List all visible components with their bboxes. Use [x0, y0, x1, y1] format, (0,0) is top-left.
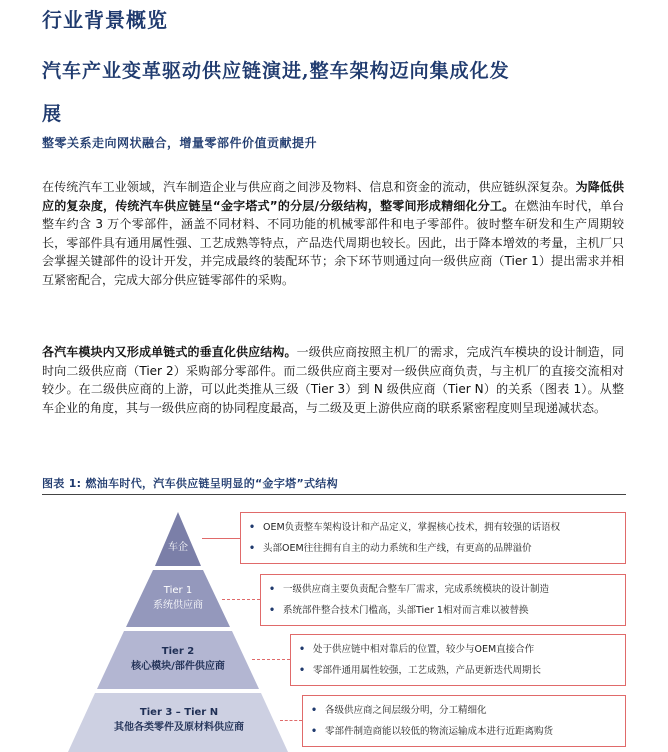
subheading: 整零关系走向网状融合，增量零部件价值贡献提升: [42, 136, 318, 150]
paragraph-2-emphasis: 各汽车模块内又形成单链式的垂直化供应结构。: [42, 345, 297, 359]
description-box-tier3n: [302, 695, 626, 747]
connector-tier3n: [280, 720, 302, 721]
paragraph-1-emphasis: 为降低供应的复杂度，传统汽车供应链呈“金字塔式”的分层/分级结构，整零间形成精细化分工。: [42, 180, 624, 213]
paragraph-2-text: 一级供应商按照主机厂的需求，完成汽车模块的设计制造，同时向二级供应商（Tier 2）采购部分零部件。而二级供应商主要对一级供应商负责，与主机厂的直接交流相对较少。在二级供应商的上游，可以此类推从三级（Tier 3）到 N 级供应商（Tier N）的关系（图表 1）。从整车企业的角度，其与一级供应商的协同程度最高，与二级及更上游供应商的联系紧密程度则呈现递减状态。: [42, 345, 624, 415]
paragraph-1-text-a: 在传统汽车工业领域，汽车制造企业与供应商之间涉及物料、信息和资金的流动，供应链纵深复杂。: [42, 180, 576, 194]
box-tier3n-item-2: • 零部件制造商能以较低的物流运输成本进行近距离购货: [311, 726, 554, 737]
connector-tier1: [222, 599, 260, 600]
box-tier2-item-1: • 处于供应链中相对靠后的位置，较少与OEM直接合作: [299, 644, 535, 655]
description-box-tier2: [290, 634, 626, 686]
tier-label-tier3n: Tier 3 – Tier N 其他各类零件及原材料供应商: [114, 707, 244, 733]
tier-label-tier2: Tier 2 核心模块/部件供应商: [131, 646, 225, 672]
box-tier2-item-2: • 零部件通用属性较强，工艺成熟，产品更新迭代周期长: [299, 665, 542, 676]
figure-caption: 图表 1: 燃油车时代，汽车供应链呈明显的“金字塔”式结构: [42, 477, 338, 490]
connector-tier2: [252, 659, 290, 660]
section-title: 行业背景概览: [42, 8, 168, 32]
paragraph-1-text-b: 在燃油车时代，单台整车约含 3 万个零部件，涵盖不同材料、不同功能的机械零部件和电子零部件。彼时整车研发和生产周期较长，零部件具有通用属性强、工艺成熟等特点，产品迭代周期也较长。因此，出于降本增效的考量，主机厂只会掌握关键部件的设计开发，并完成最终的装配环节；余下环节则通过向一级供应商（Tier 1）提出需求并相互紧密配合，完成大部分供应链零部件的采购。: [42, 198, 624, 287]
headline: 汽车产业变革驱动供应链演进,整车架构迈向集成化发展: [42, 60, 510, 125]
pyramid-tier-oem: [155, 512, 201, 566]
box-tier1-item-1: • 一级供应商主要负责配合整车厂需求，完成系统模块的设计制造: [269, 584, 550, 595]
description-box-oem: [240, 512, 626, 564]
box-tier3n-item-1: • 各级供应商之间层级分明，分工精细化: [311, 705, 487, 716]
description-box-tier1: [260, 574, 626, 626]
box-tier1-item-2: • 系统部件整合技术门槛高，头部Tier 1相对而言难以被替换: [269, 605, 529, 616]
connector-oem: [202, 538, 240, 539]
box-oem-item-1: • OEM负责整车架构设计和产品定义，掌握核心技术，拥有较强的话语权: [249, 522, 561, 533]
tier-label-oem: 车企: [168, 542, 188, 553]
tier-label-tier1: Tier 1 系统供应商: [153, 585, 203, 611]
box-oem-item-2: • 头部OEM往往拥有自主的动力系统和生产线，有更高的品牌溢价: [249, 543, 532, 554]
